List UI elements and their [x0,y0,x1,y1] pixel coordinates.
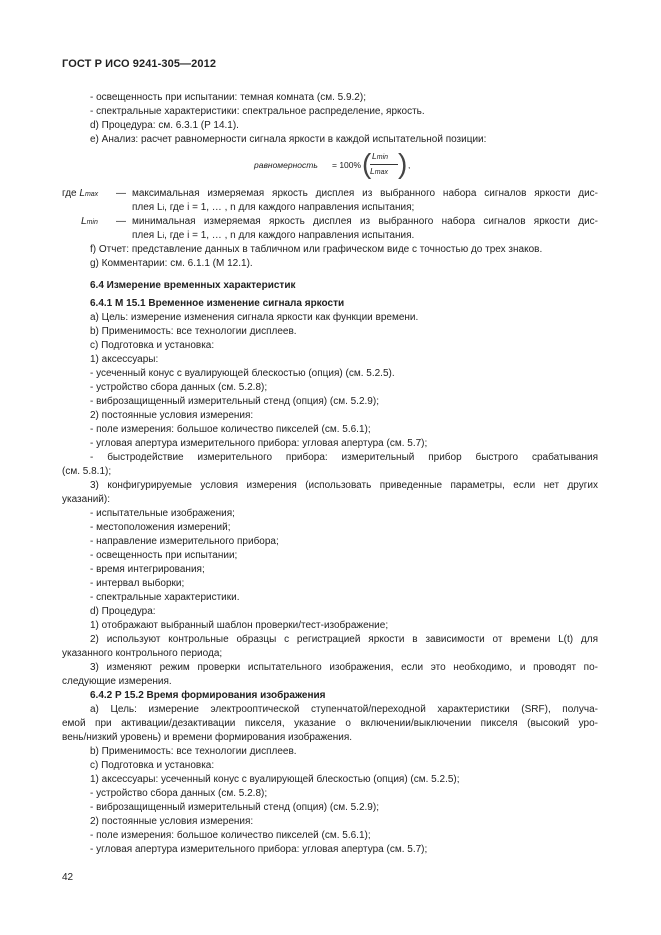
text-line: - время интегрирования; [90,564,205,575]
page-number: 42 [62,872,74,883]
text-line: вень/низкий уровень) и времени формирования изображения. [62,732,353,743]
text-line: - освещенность при испытании: темная комната (см. 5.9.2); [90,92,366,103]
text-line: - интервал выборки; [90,578,185,589]
text-line: g) Комментарии: см. 6.1.1 (M 12.1). [90,258,253,269]
text-line: 2) используют контрольные образцы с регистрацией яркости в зависимости от времени L(t) для [90,634,598,645]
def-lmin-text: минимальная измеряемая яркость дисплея из выбранного набора сигналов яркости дис- [132,216,598,227]
text-line: - местоположения измерений; [90,522,231,533]
text-line: (см. 5.8.1); [62,466,112,477]
right-paren: ) [398,148,408,179]
section-title: 6.4 Измерение временных характеристик [90,280,296,291]
text-line: 1) аксессуары: усеченный конус с вуалирующей блескостью (опция) (см. 5.2.5); [90,774,460,785]
text-line: a) Цель: измерение изменения сигнала яркости как функции времени. [90,312,419,323]
text-line: - виброзащищенный измерительный стенд (опция) (см. 5.2.9); [90,396,379,407]
text-line: - быстродействие измерительного прибора: измерительный прибор быстрого срабатывания [90,452,598,463]
text-line: указаний): [62,494,110,505]
text-line: 2) постоянные условия измерения: [90,410,254,421]
text-line: c) Подготовка и установка: [90,760,215,771]
def-dash: — [116,216,126,227]
text-line: - усеченный конус с вуалирующей блескостью (опция) (см. 5.2.5). [90,368,395,379]
def-lmin-text2: плея Li, где i = 1, … , n для каждого направления испытания. [132,230,415,241]
subsection-title: 6.4.2 P 15.2 Время формирования изображения [90,690,326,701]
def-lmax-text2: плея Li, где i = 1, … , n для каждого направления испытания; [132,202,415,213]
text-line: 2) постоянные условия измерения: [90,816,254,827]
text-line: - устройство сбора данных (см. 5.2.8); [90,788,268,799]
text-line: d) Процедура: [90,606,156,617]
formula-numerator: Lmin [372,151,389,161]
left-paren: ( [362,148,372,179]
text-line: f) Отчет: представление данных в табличном или графическом виде с точностью до трех знаков. [90,244,543,255]
text-line: - испытательные изображения; [90,508,235,519]
text-line: 1) аксессуары: [90,354,159,365]
text-line: 1) отображают выбранный шаблон проверки/тест-изображение; [90,620,389,631]
text-line: c) Подготовка и установка: [90,340,215,351]
text-line: e) Анализ: расчет равномерности сигнала яркости в каждой испытательной позиции: [90,134,487,145]
text-line: - поле измерения: большое количество пикселей (см. 5.6.1); [90,424,371,435]
text-line: 3) конфигурируемые условия измерения (использовать приведенные параметры, если нет других [90,480,598,491]
text-line: b) Применимость: все технологии дисплеев. [90,746,297,757]
uniformity-formula [254,149,414,183]
fraction-bar [370,164,398,165]
text-line: емой при активации/дезактивации пикселя, указание о включении/выключении пикселя (высокий уро- [62,718,598,729]
formula-lhs: равномерность [254,160,318,170]
text-line: указанного контрольного периода; [62,648,223,659]
text-line: - виброзащищенный измерительный стенд (опция) (см. 5.2.9); [90,802,379,813]
text-line: - устройство сбора данных (см. 5.2.8); [90,382,268,393]
text-line: - угловая апертура измерительного прибора: угловая апертура (см. 5.7); [90,844,428,855]
def-dash: — [116,188,126,199]
text-line: - спектральные характеристики: спектральное распределение, яркость. [90,106,425,117]
text-line: a) Цель: измерение электрооптической ступенчатой/переходной характеристики (SRF), получа- [90,704,598,715]
text-line: 3) изменяют режим проверки испытательного изображения, если это необходимо, и проводят по- [90,662,598,673]
subsection-title: 6.4.1 M 15.1 Временное изменение сигнала яркости [90,298,345,309]
text-line: - угловая апертура измерительного прибора: угловая апертура (см. 5.7); [90,438,428,449]
formula-equals: = 100% [332,160,362,170]
def-lmin-label: Lmin [81,216,98,227]
document-header: ГОСТ Р ИСО 9241-305—2012 [62,58,217,70]
text-line: - спектральные характеристики. [90,592,240,603]
text-line: d) Процедура: см. 6.3.1 (P 14.1). [90,120,239,131]
def-lmax-text: максимальная измеряемая яркость дисплея из выбранного набора сигналов яркости дис- [132,188,598,199]
text-line: - направление измерительного прибора; [90,536,279,547]
text-line: следующие измерения. [62,676,172,687]
formula-comma: , [408,160,411,170]
formula-denominator: Lmax [370,166,388,176]
text-line: b) Применимость: все технологии дисплеев. [90,326,297,337]
text-line: - поле измерения: большое количество пикселей (см. 5.6.1); [90,830,371,841]
text-line: - освещенность при испытании; [90,550,238,561]
def-lmax-label: где Lmax [62,188,99,199]
